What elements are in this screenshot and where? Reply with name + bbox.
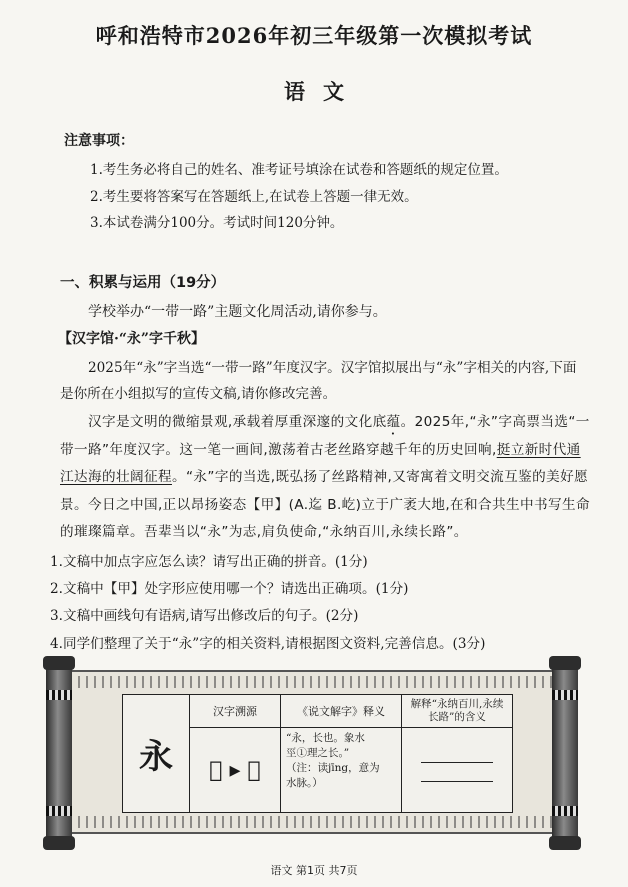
scroll-roller-right [552, 660, 578, 846]
scroll-roller-left [46, 660, 72, 846]
answer-cell [402, 728, 513, 813]
border-pattern [70, 816, 554, 828]
passage-line: 景。今日之中国,正以昂扬姿态【甲】(A.迄 B.屹)立于广袤大地,在和合共生中书写生命 [60, 497, 590, 513]
passage-text: 汉字是文明的微缩景观,承载着厚重深邃的文化底 [88, 414, 387, 430]
info-table [122, 694, 513, 813]
context-line: 2025年“永”字当选“一带一路”年度汉字。汉字馆拟展出与“永”字相关的内容,下面 [88, 360, 577, 376]
shuowen-note: （注：读jīng，意为 [286, 762, 380, 774]
passage-text: 。“永”字的当选,既弘扬了丝路精神,又寄寓着文明交流互鉴的美好愿 [171, 469, 589, 485]
passage-line [60, 465, 588, 485]
notice-title: 注意事项： [64, 133, 134, 149]
scroll-illustration [46, 660, 578, 846]
section-intro: 学校举办“一带一路”主题文化周活动,请你参与。 [88, 304, 387, 320]
answer-blank[interactable] [421, 762, 493, 763]
section-heading: 一、积累与运用（19分） [60, 275, 226, 291]
passage-line [60, 438, 581, 458]
notice-item: 1.考生务必将自己的姓名、准考证号填涂在试卷和答题纸的规定位置。 [90, 162, 508, 178]
origin-glyphs: 𣱵 ▸ 𣴎 [190, 728, 281, 813]
passage-text: 。2025年,“永”字高票当选“一 [400, 414, 590, 430]
character-cell: 永 [123, 695, 190, 813]
question-3: 3.文稿中画线句有语病,请写出修改后的句子。(2分) [50, 608, 359, 624]
notice-item: 3.本试卷满分100分。考试时间120分钟。 [90, 215, 344, 231]
shuowen-cell [281, 728, 402, 813]
underlined-sentence: 江达海的壮阔征程 [60, 469, 172, 485]
question-2: 2.文稿中【甲】处字形应使用哪一个？请选出正确项。(1分) [50, 581, 409, 597]
underlined-sentence: 挺立新时代通 [496, 442, 581, 458]
exam-title: 呼和浩特市2026年初三年级第一次模拟考试 [95, 23, 533, 48]
border-pattern [70, 676, 554, 688]
context-line: 是你所在小组拟写的宣传文稿,请你修改完善。 [60, 386, 337, 402]
subject-title: 语文 [284, 79, 362, 104]
notice-item: 2.考生要将答案写在答题纸上,在试卷上答题一律无效。 [90, 189, 418, 205]
table-header: 解释“永纳百川,永续长路”的含义 [402, 695, 513, 728]
passage-line [88, 410, 590, 438]
shuowen-text: 巠①理之长。” [286, 747, 350, 759]
question-1: 1.文稿中加点字应怎么读？请写出正确的拼音。(1分) [50, 554, 368, 570]
shuowen-text: “永，长也。象水 [286, 732, 365, 744]
shuowen-note: 水脉。） [286, 777, 323, 789]
table-header: 《说文解字》释义 [281, 695, 402, 728]
passage-text: 带一路”年度汉字。这一笔一画间,激荡着古老丝路穿越千年的历史回响, [60, 442, 497, 458]
passage-line: 的璀璨篇章。吾辈当以“永”为志,肩负使命,“永纳百川,永续长路”。 [60, 524, 468, 540]
dotted-char: 蕴 [386, 414, 401, 430]
answer-blank[interactable] [421, 781, 493, 782]
question-4: 4.同学们整理了关于“永”字的相关资料,请根据图文资料,完善信息。(3分) [50, 636, 486, 652]
sub-heading: 【汉字馆·“永”字千秋】 [58, 331, 205, 347]
table-header: 汉字溯源 [190, 695, 281, 728]
page-footer: 语文 第1页 共7页 [270, 864, 358, 877]
